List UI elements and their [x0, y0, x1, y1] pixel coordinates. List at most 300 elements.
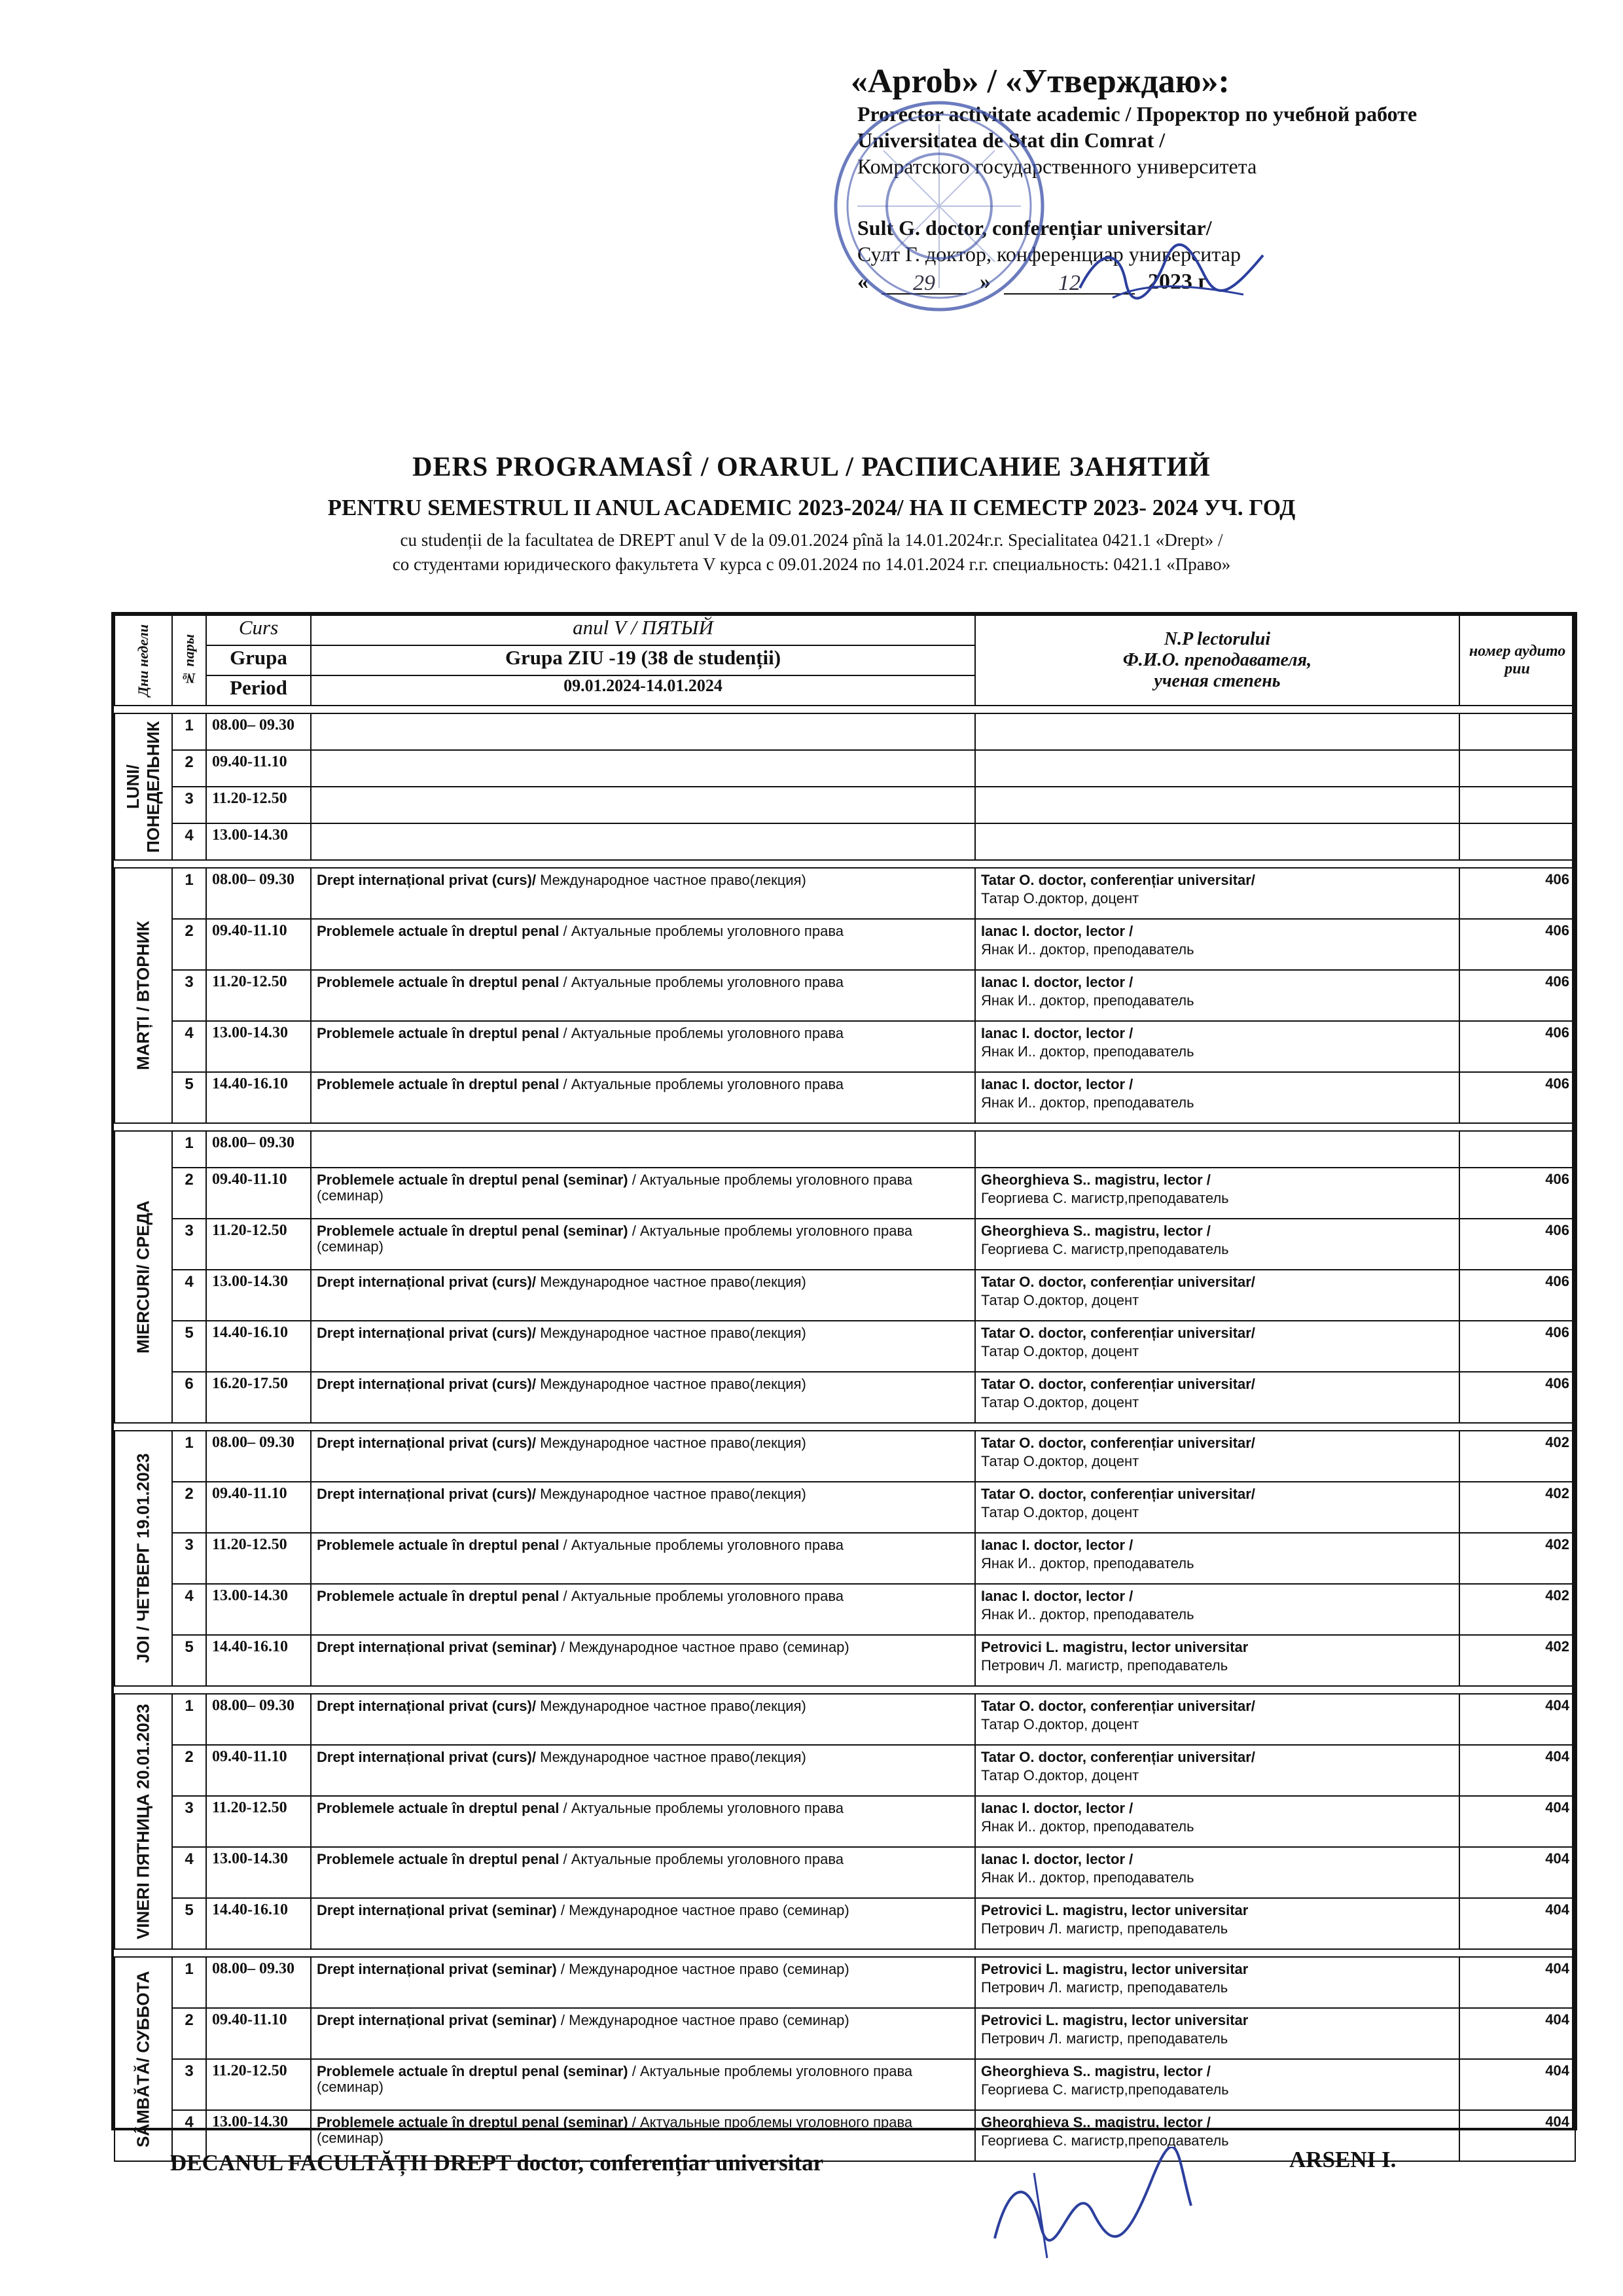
teacher-ru: Янак И.. доктор, преподаватель	[981, 1043, 1194, 1060]
room-number	[1459, 787, 1575, 823]
teacher-ro: Petrovici L. magistru, lector universitar	[981, 2012, 1249, 2028]
room-number: 404	[1459, 1957, 1575, 2008]
schedule-row	[115, 750, 1575, 787]
teacher-ro: Tatar O. doctor, conferențiar universitar/	[981, 1325, 1255, 1341]
room-number	[1459, 823, 1575, 860]
subject-ro: Problemele actuale în dreptul penal (seminar)	[317, 1223, 628, 1239]
schedule-row	[115, 1957, 1575, 2008]
subject-cell	[311, 1533, 975, 1584]
teacher-cell	[975, 1168, 1459, 1219]
room-number: 402	[1459, 1431, 1575, 1482]
pair-time: 11.20-12.50	[206, 1533, 311, 1584]
schedule-row	[115, 823, 1575, 860]
room-number	[1459, 1131, 1575, 1168]
pair-number: 4	[172, 2110, 206, 2161]
pair-time: 11.20-12.50	[206, 1219, 311, 1270]
day-separator	[115, 1949, 1575, 1957]
pair-number: 5	[172, 1635, 206, 1686]
pair-number: 3	[172, 1533, 206, 1584]
subject-cell	[311, 1219, 975, 1270]
teacher-ru: Георгиева С. магистр,преподаватель	[981, 1190, 1229, 1206]
pair-number: 3	[172, 1796, 206, 1847]
schedule-row	[115, 1372, 1575, 1423]
approval-line-2: Universitatea de Stat din Comrat /	[857, 128, 1166, 152]
teacher-ro: Gheorghieva S.. magistru, lector /	[981, 1172, 1211, 1188]
day-name: JOI / ЧЕТВЕРГ 19.01.2023	[115, 1431, 172, 1686]
day-name: MIERCURI/ СРЕДА	[115, 1131, 172, 1423]
teacher-ro: Petrovici L. magistru, lector universitar	[981, 1961, 1249, 1977]
teacher-cell	[975, 1533, 1459, 1584]
day-separator-cell	[115, 706, 1575, 713]
teacher-ro: Petrovici L. magistru, lector universitar	[981, 1902, 1249, 1918]
room-number: 404	[1459, 1796, 1575, 1847]
subject-ro: Problemele actuale în dreptul penal	[317, 1537, 560, 1553]
schedule-table	[114, 615, 1576, 2162]
teacher-ru: Татар О.доктор, доцент	[981, 1343, 1139, 1359]
teacher-cell	[975, 868, 1459, 919]
subject-ro: Problemele actuale în dreptul penal (seminar)	[317, 2063, 628, 2079]
teacher-ru: Георгиева С. магистр,преподаватель	[981, 2132, 1229, 2149]
subject-ru: / Актуальные проблемы уголовного права	[559, 1588, 844, 1604]
pair-time: 08.00– 09.30	[206, 713, 311, 750]
teacher-ru: Янак И.. доктор, преподаватель	[981, 1094, 1194, 1111]
subject-ru: / Актуальные проблемы уголовного права (семинар)	[317, 2063, 913, 2095]
subject-ru: / Актуальные проблемы уголовного права (семинар)	[317, 2114, 913, 2146]
subject-ro: Problemele actuale în dreptul penal	[317, 1076, 560, 1092]
teacher-ro: Gheorghieva S.. magistru, lector /	[981, 2063, 1211, 2079]
room-number: 404	[1459, 2110, 1575, 2161]
subject-cell	[311, 787, 975, 823]
pair-number: 1	[172, 713, 206, 750]
subject-cell	[311, 1957, 975, 2008]
pair-number: 5	[172, 1072, 206, 1123]
subject-cell	[311, 1431, 975, 1482]
pair-number: 2	[172, 919, 206, 970]
subject-ro: Drept internațional privat (curs)/	[317, 1274, 536, 1290]
schedule-row	[115, 2008, 1575, 2059]
pair-number: 6	[172, 1372, 206, 1423]
approval-line-3: Комратского государственного университета	[857, 154, 1257, 178]
room-number: 406	[1459, 1372, 1575, 1423]
subject-ro: Drept internațional privat (curs)/	[317, 1486, 536, 1502]
schedule-row	[115, 1745, 1575, 1796]
pair-number: 4	[172, 1021, 206, 1072]
schedule-row	[115, 1796, 1575, 1847]
schedule-row	[115, 1584, 1575, 1635]
subject-cell	[311, 1898, 975, 1949]
teacher-ru: Татар О.доктор, доцент	[981, 890, 1139, 906]
subject-ro: Drept internațional privat (curs)/	[317, 1698, 536, 1714]
subject-ru: / Международное частное право (семинар)	[556, 1961, 849, 1977]
pair-number: 4	[172, 1847, 206, 1898]
subject-ro: Drept internațional privat (seminar)	[317, 1639, 557, 1655]
teacher-ro: Ianac I. doctor, lector /	[981, 1537, 1133, 1553]
pair-time: 11.20-12.50	[206, 787, 311, 823]
teacher-ru: Татар О.доктор, доцент	[981, 1767, 1139, 1784]
dean-name: ARSENI I.	[1289, 2147, 1397, 2172]
approval-line-5: Султ Г. доктор, конференциар университар	[857, 242, 1241, 266]
subject-ro: Problemele actuale în dreptul penal	[317, 1851, 560, 1867]
subject-ru: / Актуальные проблемы уголовного права	[559, 1076, 844, 1092]
pair-number: 4	[172, 1584, 206, 1635]
teacher-header-1: N.P lectorului	[1164, 629, 1271, 649]
pair-number: 1	[172, 1694, 206, 1745]
pair-time: 14.40-16.10	[206, 1321, 311, 1372]
schedule-body	[115, 706, 1575, 2161]
pair-time: 13.00-14.30	[206, 823, 311, 860]
schedule-row	[115, 1533, 1575, 1584]
schedule-row	[115, 1021, 1575, 1072]
schedule-row	[115, 1270, 1575, 1321]
schedule-row	[115, 1168, 1575, 1219]
schedule-row	[115, 919, 1575, 970]
group-dates: 09.01.2024-14.01.2024	[311, 675, 975, 706]
subject-ru: Международное частное право(лекция)	[535, 1325, 806, 1341]
schedule-row	[115, 1321, 1575, 1372]
pair-number: 5	[172, 1321, 206, 1372]
room-number: 406	[1459, 1021, 1575, 1072]
subject-ro: Problemele actuale în dreptul penal	[317, 974, 560, 990]
pair-number: 1	[172, 1431, 206, 1482]
room-number: 402	[1459, 1533, 1575, 1584]
teacher-ru: Янак И.. доктор, преподаватель	[981, 941, 1194, 958]
pair-time: 11.20-12.50	[206, 1796, 311, 1847]
subject-ru: / Актуальные проблемы уголовного права	[559, 974, 844, 990]
subject-cell	[311, 1021, 975, 1072]
schedule-row	[115, 1694, 1575, 1745]
teacher-ru: Георгиева С. магистр,преподаватель	[981, 1241, 1229, 1257]
schedule-row	[115, 787, 1575, 823]
room-number: 404	[1459, 2008, 1575, 2059]
approval-year: 2023 г	[1148, 270, 1208, 294]
teacher-cell	[975, 1072, 1459, 1123]
schedule-table-frame	[111, 612, 1577, 2149]
pair-time: 13.00-14.30	[206, 2110, 311, 2161]
subject-ru: / Международное частное право (семинар)	[556, 2012, 849, 2028]
subject-ru: / Актуальные проблемы уголовного права	[559, 923, 844, 939]
subject-cell	[311, 1072, 975, 1123]
pair-time: 11.20-12.50	[206, 2059, 311, 2110]
approval-line-4: Sult G. doctor, conferențiar universitar/	[857, 216, 1212, 240]
pair-time: 13.00-14.30	[206, 1847, 311, 1898]
teacher-ru: Янак И.. доктор, преподаватель	[981, 1869, 1194, 1886]
pair-number: 2	[172, 1745, 206, 1796]
pair-time: 14.40-16.10	[206, 1072, 311, 1123]
dean-signature-icon	[982, 2147, 1198, 2265]
pair-time: 13.00-14.30	[206, 1021, 311, 1072]
pair-time: 09.40-11.10	[206, 1168, 311, 1219]
room-number: 404	[1459, 1847, 1575, 1898]
day-separator-cell	[115, 860, 1575, 868]
document-header	[111, 452, 1512, 575]
teacher-ru: Петрович Л. магистр, преподаватель	[981, 1657, 1228, 1674]
teacher-ru: Янак И.. доктор, преподаватель	[981, 992, 1194, 1009]
subject-ru: / Актуальные проблемы уголовного права (семинар)	[317, 1223, 913, 1255]
teacher-cell	[975, 970, 1459, 1021]
room-number: 402	[1459, 1635, 1575, 1686]
teacher-ru: Янак И.. доктор, преподаватель	[981, 1818, 1194, 1835]
teacher-ro: Gheorghieva S.. magistru, lector /	[981, 1223, 1211, 1239]
room-number: 406	[1459, 1168, 1575, 1219]
subject-ro: Problemele actuale în dreptul penal (seminar)	[317, 2114, 628, 2130]
schedule-row	[115, 1219, 1575, 1270]
subject-ru: / Актуальные проблемы уголовного права	[559, 1025, 844, 1041]
teacher-cell	[975, 2059, 1459, 2110]
pair-number: 4	[172, 823, 206, 860]
teacher-ro: Tatar O. doctor, conferențiar universitar/	[981, 1274, 1255, 1290]
teacher-header	[975, 615, 1459, 706]
subject-ru: Международное частное право(лекция)	[535, 1274, 806, 1290]
teacher-ro: Tatar O. doctor, conferențiar universitar/	[981, 1698, 1255, 1714]
teacher-header-3: ученая степень	[1154, 671, 1281, 691]
subject-ru: Международное частное право(лекция)	[535, 872, 806, 888]
pair-number: 5	[172, 1898, 206, 1949]
subject-ro: Drept internațional privat (seminar)	[317, 2012, 557, 2028]
subject-cell	[311, 713, 975, 750]
university-seal-icon	[831, 98, 1047, 314]
schedule-row	[115, 1635, 1575, 1686]
pair-number: 3	[172, 787, 206, 823]
subject-cell	[311, 823, 975, 860]
teacher-cell	[975, 1847, 1459, 1898]
subject-cell	[311, 1635, 975, 1686]
document-title: DERS PROGRAMASÎ / ORARUL / РАСПИСАНИЕ ЗАНЯТИЙ	[412, 452, 1211, 482]
teacher-ro: Ianac I. doctor, lector /	[981, 1588, 1133, 1604]
day-name: MARȚI / ВТОРНИК	[115, 868, 172, 1123]
subject-ru: / Актуальные проблемы уголовного права (семинар)	[317, 1172, 913, 1204]
subject-cell	[311, 1270, 975, 1321]
room-number: 406	[1459, 970, 1575, 1021]
teacher-header-2: Ф.И.О. преподавателя,	[1122, 650, 1312, 670]
teacher-cell	[975, 823, 1459, 860]
anul-header: anul V / ПЯТЫЙ	[311, 615, 975, 645]
teacher-ru: Татар О.доктор, доцент	[981, 1716, 1139, 1732]
pair-time: 08.00– 09.30	[206, 1131, 311, 1168]
document-line-ru: со студентами юридического факультета V курса с 09.01.2024 по 14.01.2024 г.г. специальность: 0421.1 «Право»	[392, 554, 1231, 574]
subject-ro: Drept internațional privat (curs)/	[317, 1376, 536, 1392]
document-line-ro: cu studenții de la facultatea de DREPT anul V de la 09.01.2024 pînă la 14.01.2024г.г. Specialitatea 0421.1 «Drept» /	[400, 530, 1223, 550]
pair-number: 2	[172, 2008, 206, 2059]
pair-time: 09.40-11.10	[206, 1745, 311, 1796]
subject-ru: / Актуальные проблемы уголовного права	[559, 1537, 844, 1553]
schedule-row	[115, 970, 1575, 1021]
day-separator	[115, 1423, 1575, 1431]
subject-ro: Drept internațional privat (curs)/	[317, 1435, 536, 1451]
subject-cell	[311, 2008, 975, 2059]
teacher-ru: Георгиева С. магистр,преподаватель	[981, 2081, 1229, 2098]
teacher-cell	[975, 2008, 1459, 2059]
schedule-row	[115, 713, 1575, 750]
teacher-ro: Tatar O. doctor, conferențiar universitar/	[981, 872, 1255, 888]
subject-ro: Problemele actuale în dreptul penal	[317, 1588, 560, 1604]
pair-number: 3	[172, 970, 206, 1021]
room-number: 406	[1459, 919, 1575, 970]
day-separator-cell	[115, 1686, 1575, 1694]
subject-ru: / Актуальные проблемы уголовного права	[559, 1800, 844, 1816]
day-separator	[115, 860, 1575, 868]
subject-ru: Международное частное право(лекция)	[535, 1698, 806, 1714]
room-header: номер аудитории	[1459, 615, 1575, 706]
day-separator-cell	[115, 1423, 1575, 1431]
pair-time: 09.40-11.10	[206, 919, 311, 970]
subject-ru: Международное частное право(лекция)	[535, 1435, 806, 1451]
teacher-cell	[975, 1431, 1459, 1482]
teacher-ru: Петрович Л. магистр, преподаватель	[981, 2030, 1228, 2047]
room-number: 406	[1459, 1219, 1575, 1270]
pair-time: 13.00-14.30	[206, 1584, 311, 1635]
room-number: 404	[1459, 1898, 1575, 1949]
subject-ro: Drept internațional privat (curs)/	[317, 1749, 536, 1765]
day-separator	[115, 1686, 1575, 1694]
room-number: 406	[1459, 1072, 1575, 1123]
teacher-ro: Tatar O. doctor, conferențiar universitar/	[981, 1749, 1255, 1765]
teacher-cell	[975, 919, 1459, 970]
subject-ro: Problemele actuale în dreptul penal	[317, 1800, 560, 1816]
teacher-ro: Ianac I. doctor, lector /	[981, 974, 1133, 990]
pair-number: 3	[172, 1219, 206, 1270]
teacher-cell	[975, 1321, 1459, 1372]
grupa-header: Grupa	[206, 645, 311, 675]
schedule-row	[115, 2059, 1575, 2110]
pair-time: 09.40-11.10	[206, 1482, 311, 1533]
teacher-ro: Ianac I. doctor, lector /	[981, 1076, 1133, 1092]
subject-cell	[311, 1131, 975, 1168]
subject-cell	[311, 1694, 975, 1745]
day-separator-cell	[115, 1123, 1575, 1131]
teacher-ro: Gheorghieva S.. magistru, lector /	[981, 2114, 1211, 2130]
teacher-ro: Ianac I. doctor, lector /	[981, 1851, 1133, 1867]
room-number: 404	[1459, 2059, 1575, 2110]
group-name: Grupa ZIU -19 (38 de studenții)	[311, 645, 975, 675]
approval-line-1: Prorector activitate academic / Проректор по учебной работе	[857, 102, 1418, 126]
teacher-ro: Tatar O. doctor, conferențiar universitar/	[981, 1376, 1255, 1392]
subject-cell	[311, 1584, 975, 1635]
subject-cell	[311, 1482, 975, 1533]
subject-cell	[311, 750, 975, 787]
subject-ru: Международное частное право(лекция)	[535, 1376, 806, 1392]
subject-ru: Международное частное право(лекция)	[535, 1486, 806, 1502]
subject-ro: Drept internațional privat (seminar)	[317, 1902, 557, 1918]
approval-date: « 29 » 12 2023 г	[857, 270, 1208, 295]
teacher-ro: Ianac I. doctor, lector /	[981, 923, 1133, 939]
subject-ru: / Международное частное право (семинар)	[556, 1639, 849, 1655]
teacher-cell	[975, 1270, 1459, 1321]
signature-icon	[1073, 236, 1270, 308]
schedule-row	[115, 1847, 1575, 1898]
subject-cell	[311, 1372, 975, 1423]
pair-number: 1	[172, 1131, 206, 1168]
pair-number: 2	[172, 1482, 206, 1533]
room-number: 406	[1459, 1270, 1575, 1321]
day-name: LUNI/ ПОНЕДЕЛЬНИК	[115, 713, 172, 860]
subject-cell	[311, 1745, 975, 1796]
pair-time: 08.00– 09.30	[206, 1431, 311, 1482]
teacher-cell	[975, 1584, 1459, 1635]
teacher-ru: Татар О.доктор, доцент	[981, 1394, 1139, 1410]
schedule-row	[115, 868, 1575, 919]
teacher-cell	[975, 750, 1459, 787]
subject-ro: Drept internațional privat (curs)/	[317, 872, 536, 888]
approval-month: 12	[1004, 271, 1135, 295]
pair-time: 14.40-16.10	[206, 1635, 311, 1686]
subject-ro: Problemele actuale în dreptul penal	[317, 1025, 560, 1041]
day-separator	[115, 706, 1575, 713]
approval-day: 29	[882, 271, 967, 295]
schedule-row	[115, 1131, 1575, 1168]
pair-time: 09.40-11.10	[206, 2008, 311, 2059]
room-number: 402	[1459, 1482, 1575, 1533]
pair-time: 14.40-16.10	[206, 1898, 311, 1949]
teacher-ru: Петрович Л. магистр, преподаватель	[981, 1979, 1228, 1996]
teacher-ro: Petrovici L. magistru, lector universitar	[981, 1639, 1249, 1655]
day-name: SÂMBĂTĂ/ СУББОТА	[115, 1957, 172, 2161]
teacher-ro: Tatar O. doctor, conferențiar universitar/	[981, 1435, 1255, 1451]
room-number: 404	[1459, 1694, 1575, 1745]
subject-cell	[311, 919, 975, 970]
subject-cell	[311, 1796, 975, 1847]
pair-number: 2	[172, 750, 206, 787]
pair-number: 3	[172, 2059, 206, 2110]
subject-cell	[311, 1168, 975, 1219]
teacher-ru: Татар О.доктор, доцент	[981, 1504, 1139, 1520]
pair-number: 4	[172, 1270, 206, 1321]
pair-number: 1	[172, 1957, 206, 2008]
subject-ro: Problemele actuale în dreptul penal (seminar)	[317, 1172, 628, 1188]
pair-time: 11.20-12.50	[206, 970, 311, 1021]
pair-time: 09.40-11.10	[206, 750, 311, 787]
teacher-cell	[975, 787, 1459, 823]
teacher-ru: Татар О.доктор, доцент	[981, 1292, 1139, 1308]
teacher-cell	[975, 713, 1459, 750]
teacher-cell	[975, 1131, 1459, 1168]
teacher-ro: Ianac I. doctor, lector /	[981, 1025, 1133, 1041]
pair-number: 1	[172, 868, 206, 919]
day-separator-cell	[115, 1949, 1575, 1957]
schedule-row	[115, 1431, 1575, 1482]
col-pair-header: № пары	[172, 615, 206, 706]
subject-ro: Drept internațional privat (curs)/	[317, 1325, 536, 1341]
teacher-cell	[975, 1635, 1459, 1686]
teacher-cell	[975, 1796, 1459, 1847]
teacher-ru: Янак И.. доктор, преподаватель	[981, 1555, 1194, 1571]
teacher-cell	[975, 1021, 1459, 1072]
teacher-cell	[975, 1898, 1459, 1949]
pair-time: 08.00– 09.30	[206, 1694, 311, 1745]
teacher-cell	[975, 1372, 1459, 1423]
subject-ru: Международное частное право(лекция)	[535, 1749, 806, 1765]
teacher-cell	[975, 1957, 1459, 2008]
curs-header: Curs	[206, 615, 311, 645]
room-number: 402	[1459, 1584, 1575, 1635]
teacher-ru: Татар О.доктор, доцент	[981, 1453, 1139, 1469]
teacher-ru: Янак И.. доктор, преподаватель	[981, 1606, 1194, 1623]
room-number	[1459, 750, 1575, 787]
schedule-row	[115, 1482, 1575, 1533]
room-number: 406	[1459, 868, 1575, 919]
pair-time: 13.00-14.30	[206, 1270, 311, 1321]
subject-cell	[311, 1321, 975, 1372]
dean-line: DECANUL FACULTĂȚII DREPT doctor, conferențiar universitar	[170, 2150, 824, 2176]
subject-cell	[311, 2059, 975, 2110]
pair-time: 08.00– 09.30	[206, 868, 311, 919]
pair-time: 16.20-17.50	[206, 1372, 311, 1423]
pair-time: 08.00– 09.30	[206, 1957, 311, 2008]
teacher-cell	[975, 1482, 1459, 1533]
subject-cell	[311, 970, 975, 1021]
room-number: 406	[1459, 1321, 1575, 1372]
teacher-cell	[975, 1219, 1459, 1270]
subject-ru: / Актуальные проблемы уголовного права	[559, 1851, 844, 1867]
